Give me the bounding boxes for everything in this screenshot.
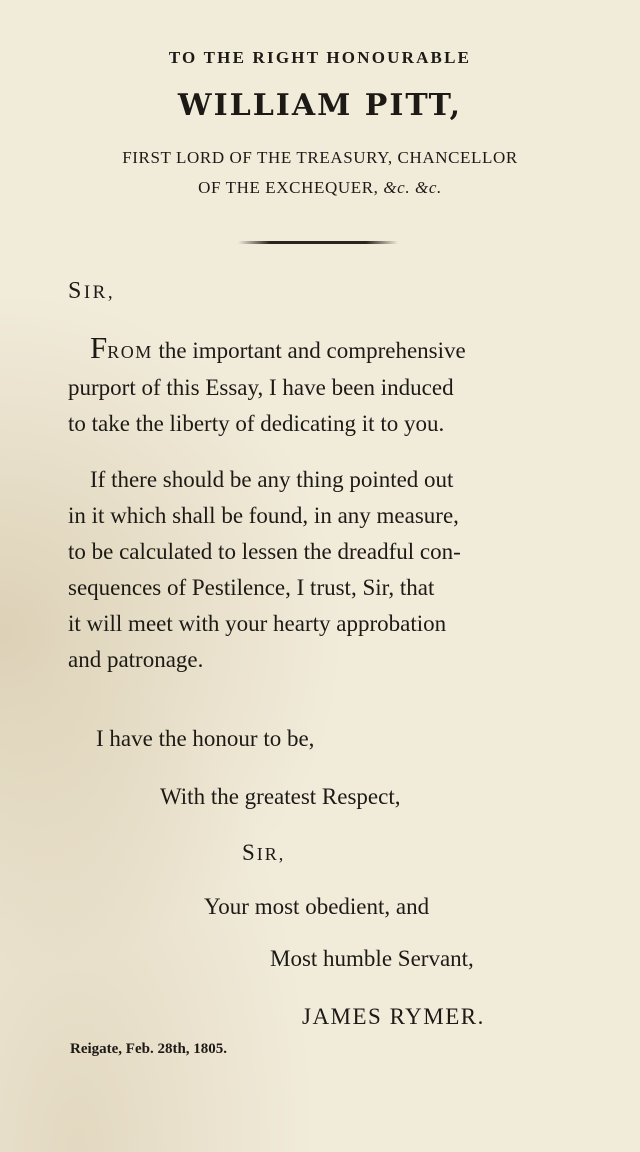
paragraph-2-line-4: sequences of Pestilence, I trust, Sir, that — [68, 575, 435, 600]
paragraph-1-line-2: purport of this Essay, I have been induced — [68, 375, 454, 400]
paragraph-1-line-3: to take the liberty of dedicating it to you. — [68, 411, 445, 436]
dedicatee-name: WILLIAM PITT, — [177, 88, 463, 123]
paragraph-2-line-2: in it which shall be found, in any measure, — [68, 503, 459, 528]
salutation-initial: S — [68, 278, 84, 304]
paragraph-1-line-1: FROM the important and comprehensive — [90, 330, 466, 365]
drop-initial: F — [90, 330, 108, 365]
closing-obedient: Your most obedient, and — [204, 894, 430, 919]
paragraph-1 — [68, 330, 466, 442]
salutation-rest: IR, — [83, 282, 116, 303]
closing-honour: I have the honour to be, — [96, 726, 315, 751]
dedicatee-title-line2 — [0, 178, 640, 198]
place-and-date: Reigate, Feb. 28th, 1805. — [70, 1041, 228, 1057]
closing-servant: Most humble Servant, — [270, 946, 474, 971]
dedicatee-title-line2-text: OF THE EXCHEQUER, — [198, 178, 379, 197]
paragraph-2-line-3: to be calculated to lessen the dreadful con- — [68, 539, 461, 564]
paragraph-2-line-1: If there should be any thing pointed out — [90, 467, 454, 492]
closing-sir-rest: IR, — [256, 844, 286, 864]
paragraph-2-line-5: it will meet with your hearty approbation — [68, 611, 447, 636]
signature-name: JAMES RYMER. — [302, 1004, 485, 1029]
closing-sir — [242, 840, 285, 866]
closing-sir-initial: S — [242, 840, 257, 865]
smallcaps-word: ROM — [107, 342, 153, 362]
dedicatee-title-etc: &c. &c. — [383, 178, 442, 197]
paragraph-2 — [68, 462, 461, 678]
dedicatee-title-line1: FIRST LORD OF THE TREASURY, CHANCELLOR — [122, 148, 518, 167]
closing-respect: With the greatest Respect, — [160, 784, 401, 809]
ornamental-rule — [238, 241, 398, 244]
dedication-heading: TO THE RIGHT HONOURABLE — [168, 48, 472, 67]
paragraph-2-line-6: and patronage. — [68, 647, 204, 672]
salutation — [68, 278, 115, 305]
